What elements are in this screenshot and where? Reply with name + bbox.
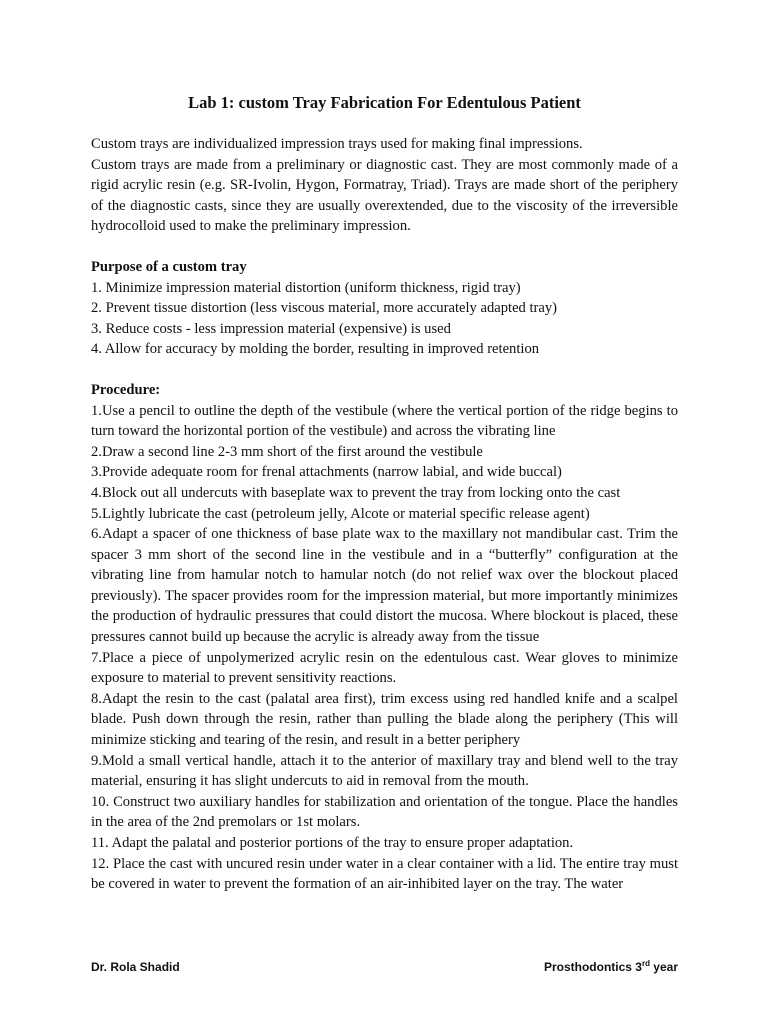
procedure-step: 8.Adapt the resin to the cast (palatal area first), trim excess using red handled knife and a scalpel blade. Push down through the resin, rather than pulling the blade along the periphery (This will minimize sticking and tearing of the resin, and result in a better periphery	[91, 690, 678, 749]
purpose-item: 4. Allow for accuracy by molding the border, resulting in improved retention	[91, 341, 540, 358]
procedure-step: 6.Adapt a spacer of one thickness of base plate wax to the maxillary not mandibular cast. Trim the spacer 3 mm short of the second line in the vestibule and in a “butterfly” configuration at the vibrating line from hamular notch to hamular notch (do not relief wax over the blockout placed previously). The spacer provides room for the impression material, but more importantly minimizes the production of hydraulic pressures that could distort the mucosa. Where blockout is placed, these pressures cannot build up because the acrylic is already away from the tissue	[91, 526, 678, 646]
procedure-step: 4.Block out all undercuts with baseplate wax to prevent the tray from locking onto the cast	[91, 484, 621, 501]
purpose-heading: Purpose of a custom tray	[91, 258, 247, 275]
purpose-item: 3. Reduce costs - less impression material (expensive) is used	[91, 320, 451, 337]
page-footer	[91, 960, 678, 974]
procedure-step: 11. Adapt the palatal and posterior portions of the tray to ensure proper adaptation.	[91, 835, 574, 851]
footer-course-sup: rd	[641, 959, 650, 968]
purpose-item: 1. Minimize impression material distortion (uniform thickness, rigid tray)	[91, 279, 521, 296]
purpose-item: 2. Prevent tissue distortion (less viscous material, more accurately adapted tray)	[91, 300, 558, 317]
intro-paragraph-2: Custom trays are made from a preliminary or diagnostic cast. They are most commonly made of a rigid acrylic resin (e.g. SR-Ivolin, Hygon, Formatray, Triad). Trays are made short of the periphery of the diagnostic casts, since they are usually overextended, due to the viscosity of the irreversible hydrocolloid used to make the preliminary impression.	[91, 156, 678, 235]
procedure-step: 9.Mold a small vertical handle, attach it to the anterior of maxillary tray and blend well to the tray material, ensuring it has slight undercuts to aid in removal from the mouth.	[91, 752, 678, 790]
procedure-step: 2.Draw a second line 2-3 mm short of the first around the vestibule	[91, 443, 483, 460]
procedure-step: 3.Provide adequate room for frenal attachments (narrow labial, and wide buccal)	[91, 464, 562, 481]
footer-course-prefix: Prosthodontics 3	[543, 960, 642, 974]
document-page	[91, 93, 678, 895]
intro-paragraph-1: Custom trays are individualized impression trays used for making final impressions.	[91, 136, 583, 152]
footer-course	[544, 960, 678, 974]
page-title: Lab 1: custom Tray Fabrication For Edentulous Patient	[188, 93, 581, 112]
procedure-step: 7.Place a piece of unpolymerized acrylic resin on the edentulous cast. Wear gloves to minimize exposure to material to prevent sensitivity reactions.	[91, 649, 678, 687]
footer-author: Dr. Rola Shadid	[91, 960, 180, 974]
procedure-step: 5.Lightly lubricate the cast (petroleum jelly, Alcote or material specific release agent)	[91, 505, 590, 522]
procedure-step: 10. Construct two auxiliary handles for stabilization and orientation of the tongue. Place the handles in the area of the 2nd premolars or 1st molars.	[91, 793, 678, 831]
footer-course-suffix: year	[649, 960, 678, 974]
procedure-step: 12. Place the cast with uncured resin under water in a clear container with a lid. The entire tray must be covered in water to prevent the formation of an air-inhibited layer on the tray. The water	[91, 855, 678, 893]
procedure-step: 1.Use a pencil to outline the depth of the vestibule (where the vertical portion of the ridge begins to turn toward the horizontal portion of the vestibule) and across the vibrating line	[91, 402, 678, 440]
procedure-heading: Procedure:	[91, 381, 161, 398]
